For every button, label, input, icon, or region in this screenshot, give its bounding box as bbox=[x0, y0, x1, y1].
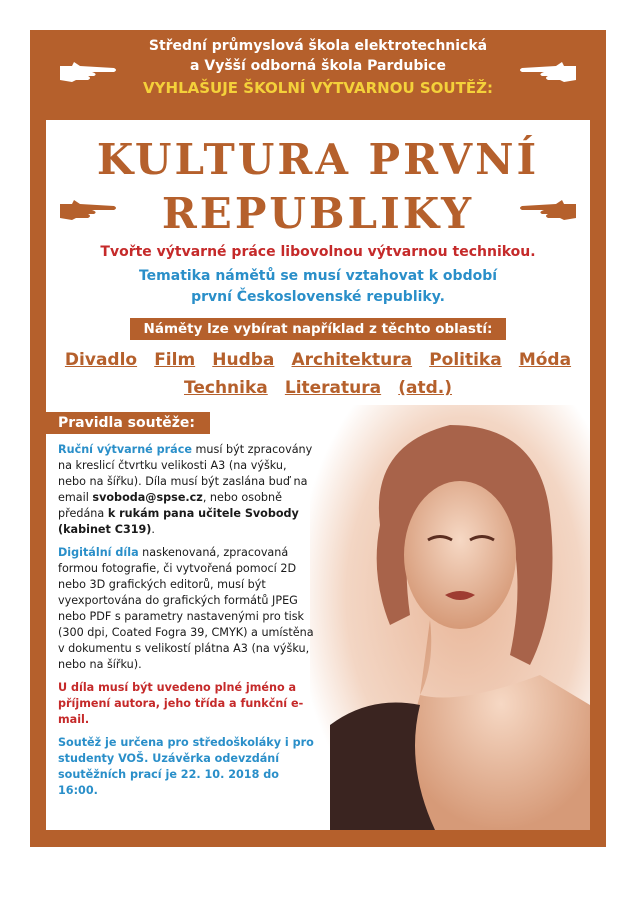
topic-link[interactable]: Hudba bbox=[212, 350, 275, 370]
intro-line2: Tematika námětů se musí vztahovat k období bbox=[138, 268, 498, 284]
rule-author-info: U díla musí být uvedeno plné jméno a příjmení autora, jeho třída a funkční e-mail. bbox=[58, 681, 304, 726]
vintage-portrait-image bbox=[310, 405, 590, 830]
topic-link[interactable]: Divadlo bbox=[64, 350, 138, 370]
rule-digital bbox=[58, 545, 316, 673]
rule-handmade-lead: Ruční výtvarné práce bbox=[58, 443, 192, 456]
topic-link[interactable]: Film bbox=[154, 350, 196, 370]
topics-row-1 bbox=[50, 350, 586, 370]
intro-line1: Tvořte výtvarné práce libovolnou výtvarnou technikou. bbox=[100, 244, 536, 260]
title-line1: KULTURA PRVNÍ bbox=[96, 135, 540, 184]
topic-link[interactable]: Móda bbox=[518, 350, 572, 370]
rules-text bbox=[58, 442, 316, 806]
topic-link[interactable]: Technika bbox=[184, 378, 268, 398]
school-name-line1: Střední průmyslová škola elektrotechnická bbox=[148, 38, 488, 54]
competition-announcement: VYHLAŠUJE ŠKOLNÍ VÝTVARNOU SOUTĚŽ: bbox=[143, 79, 493, 97]
rule-handmade-text2: , nebo osobně předána bbox=[58, 491, 282, 520]
topics-heading: Náměty lze vybírat například z těchto oblastí: bbox=[130, 318, 506, 340]
rule-digital-lead: Digitální díla bbox=[58, 546, 139, 559]
topic-link[interactable]: Politika bbox=[429, 350, 502, 370]
pointing-hand-right-icon bbox=[58, 60, 120, 84]
rule-digital-text: naskenovaná, zpracovaná formou fotografie, či vytvořená pomocí 2D nebo 3D grafických editorů, musí být vyexportována do grafických formátů JPEG nebo PDF s parametry nastavenými pro tisk (300 dpi, Coated Fogra 39, CMYK) a umístěna v dokumentu s velikostí plátna A3 (na výšku, nebo na šířku). bbox=[58, 546, 314, 671]
topic-link[interactable]: Literatura bbox=[284, 378, 382, 398]
rule-handmade-text1: musí být zpracovány na kreslicí čtvrtku velikosti A3 (na výšku, nebo na šířku). Díla musí být zaslána buď na email bbox=[58, 443, 313, 504]
rule-deadline: Soutěž je určena pro středoškoláky i pro studenty VOŠ. Uzávěrka odevzdání soutěžních prací je 22. 10. 2018 do 16:00. bbox=[58, 736, 314, 797]
topic-link[interactable]: Architektura bbox=[291, 350, 413, 370]
school-name-line2: a Vyšší odborná škola Pardubice bbox=[190, 58, 446, 74]
intro-line3: první Československé republiky. bbox=[191, 289, 445, 305]
rule-handmade bbox=[58, 442, 316, 538]
topic-link[interactable]: (atd.) bbox=[398, 378, 452, 398]
topics-row-2 bbox=[50, 378, 586, 398]
rules-heading: Pravidla soutěže: bbox=[46, 412, 210, 434]
contact-email-link[interactable]: svoboda@spse.cz bbox=[92, 491, 203, 504]
rule-handmade-end: . bbox=[151, 523, 155, 536]
rule-handmade-teacher: k rukám pana učitele Svobody (kabinet C319) bbox=[58, 507, 299, 536]
title-line2: REPUBLIKY bbox=[161, 189, 475, 238]
intro-block bbox=[46, 266, 590, 308]
pointing-hand-left-icon bbox=[516, 60, 578, 84]
